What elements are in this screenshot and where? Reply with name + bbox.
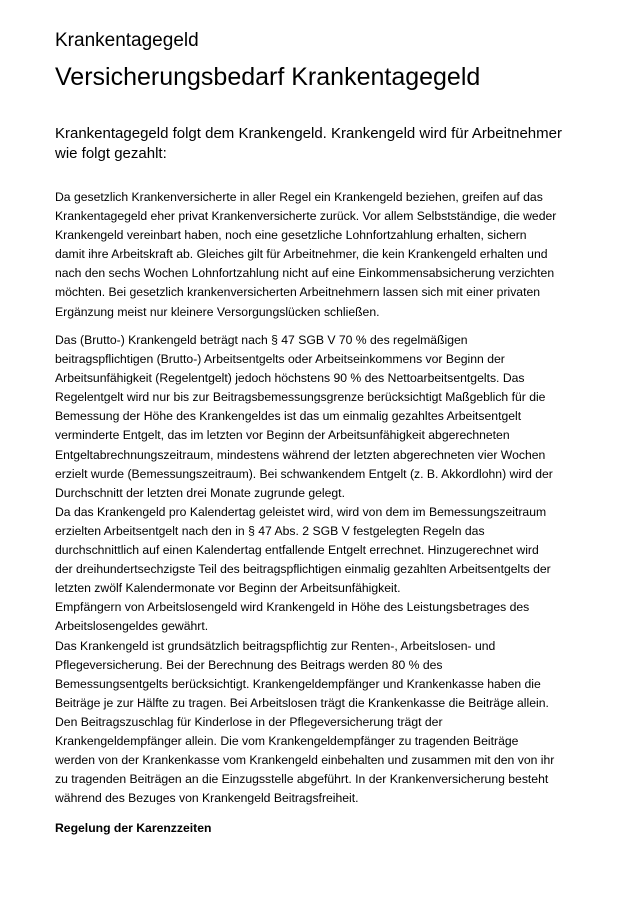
paragraph-line: während des Bezuges von Krankengeld Beitragsfreiheit. <box>55 791 359 806</box>
paragraph-line: Das (Brutto-) Krankengeld beträgt nach § 47 SGB V 70 % des regelmäßigen <box>55 333 468 347</box>
paragraph-line: Krankengeldempfänger allein. Die vom Krankengeldempfänger zu tragenden Beiträge <box>55 733 519 748</box>
paragraph-line: Das Krankengeld ist grundsätzlich beitragspflichtig zur Renten-, Arbeitslosen- und <box>55 638 496 653</box>
paragraph-line: Entgeltabrechnungszeitraum, mindestens während der letzten abgerechneten vier Wochen <box>55 447 546 462</box>
paragraph-line: zu tragenden Beiträgen an die Einzugsstelle abgeführt. In der Krankenversicherung besteht <box>55 772 549 787</box>
paragraph-line: Da gesetzlich Krankenversicherte in aller Regel ein Krankengeld beziehen, greifen auf das <box>55 190 543 204</box>
paragraph-line: nach den sechs Wochen Lohnfortzahlung nicht auf eine Einkommensabsicherung verzichten <box>55 266 555 281</box>
paragraph-line: verminderte Entgelt, das im letzten vor Beginn der Arbeitsunfähigkeit abgerechneten <box>55 428 510 443</box>
paragraph-line: werden von der Krankenkasse vom Krankengeld einbehalten und zusammen mit den von ihr <box>55 753 555 768</box>
paragraph-line: Regelentgelt wird nur bis zur Beitragsbemessungsgrenze berücksichtigt Maßgeblich für die <box>55 390 546 405</box>
lead-line: Krankentagegeld folgt dem Krankengeld. Krankengeld wird für Arbeitnehmer <box>55 125 562 142</box>
paragraph-line: Arbeitslosengeldes gewährt. <box>55 619 209 634</box>
paragraph-krankengeld <box>55 331 595 808</box>
lead-paragraph <box>55 124 585 164</box>
lead-line: wie folgt gezahlt: <box>55 145 167 162</box>
paragraph-line: der dreihundertsechzigste Teil des beitragspflichtigen einmalig gezahlten Arbeitsentgelts der <box>55 562 551 577</box>
paragraph-line: damit ihre Arbeitskraft ab. Gleiches gilt für Arbeitnehmer, die kein Krankengeld erhalten und <box>55 247 548 262</box>
paragraph-line: Durchschnitt der letzten drei Monate zugrunde gelegt. <box>55 485 345 500</box>
paragraph-line: Beiträge je zur Hälfte zu tragen. Bei Arbeitslosen trägt die Krankenkasse die Beiträge allein. <box>55 695 549 710</box>
paragraph-line: Bemessungsentgelts berücksichtigt. Krankengeldempfänger und Krankenkasse haben die <box>55 676 541 691</box>
paragraph-line: durchschnittlich auf einen Kalendertag entfallende Entgelt errechnet. Hinzugerechnet wird <box>55 543 539 558</box>
document-kicker: Krankentagegeld <box>55 30 199 51</box>
paragraph-line: Da das Krankengeld pro Kalendertag geleistet wird, wird von dem im Bemessungszeitraum <box>55 504 547 519</box>
paragraph-line: Den Beitragszuschlag für Kinderlose in der Pflegeversicherung trägt der <box>55 714 443 729</box>
paragraph-line: Empfängern von Arbeitslosengeld wird Krankengeld in Höhe des Leistungsbetrages des <box>55 600 530 615</box>
section-heading-karenzzeiten: Regelung der Karenzzeiten <box>55 821 212 835</box>
paragraph-line: Bemessung der Höhe des Krankengeldes ist das um einmalig gezahltes Arbeitsentgelt <box>55 409 522 424</box>
page-title: Versicherungsbedarf Krankentagegeld <box>55 63 481 91</box>
paragraph-line: erzielt wurde (Bemessungszeitraum). Bei schwankendem Entgelt (z. B. Akkordlohn) wird der <box>55 466 553 481</box>
paragraph-line: Pflegeversicherung. Bei der Berechnung des Beitrags werden 80 % des <box>55 657 443 672</box>
paragraph-intro <box>55 188 595 322</box>
paragraph-line: erzielten Arbeitsentgelt nach den in § 47 Abs. 2 SGB V festgelegten Regeln das <box>55 523 485 538</box>
paragraph-line: Krankengeld vereinbart haben, noch eine gesetzliche Lohnfortzahlung erhalten, sichern <box>55 228 527 243</box>
paragraph-line: möchten. Bei gesetzlich krankenversicherten Arbeitnehmern lassen sich mit einer privaten <box>55 285 541 300</box>
paragraph-line: Krankentagegeld eher privat Krankenversicherte zurück. Vor allem Selbstständige, die weder <box>55 209 557 224</box>
paragraph-line: letzten zwölf Kalendermonate vor Beginn der Arbeitsunfähigkeit. <box>55 581 401 596</box>
paragraph-line: Ergänzung meist nur kleinere Versorgungslücken schließen. <box>55 304 380 319</box>
paragraph-line: Arbeitsunfähigkeit (Regelentgelt) jedoch höchstens 90 % des Nettoarbeitsentgelts. Das <box>55 371 525 386</box>
paragraph-line: beitragspflichtigen (Brutto-) Arbeitsentgelts oder Arbeitseinkommens vor Beginn der <box>55 352 505 367</box>
